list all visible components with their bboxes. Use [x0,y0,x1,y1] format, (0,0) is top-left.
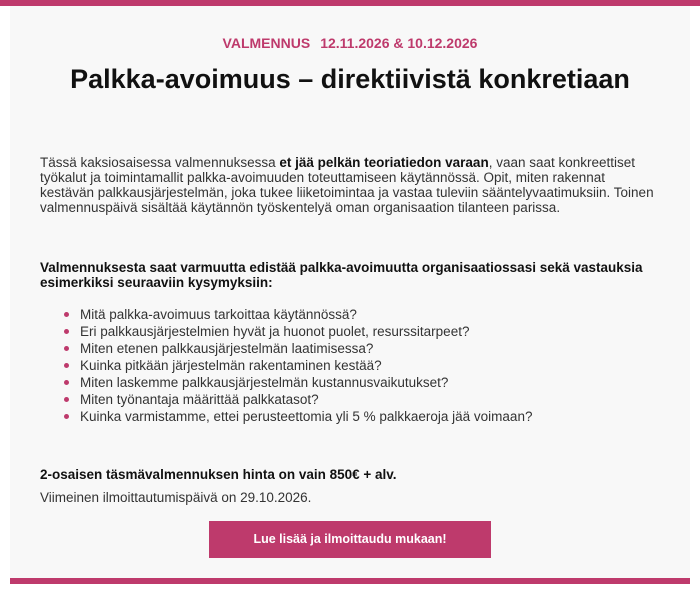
list-item-text: Eri palkkausjärjestelmien hyvät ja huonot puolet, resurssitarpeet? [80,324,470,339]
list-item-text: Kuinka pitkään järjestelmän rakentaminen kestää? [80,358,382,373]
newsletter-card [10,6,690,578]
event-dates: 12.11.2026 & 10.12.2026 [320,35,478,51]
list-item [40,374,660,391]
benefits-heading: Valmennuksesta saat varmuutta edistää palkka-avoimuutta organisaatiossasi sekä vastauksia esimerkiksi seuraaviin kysymyksiin: [40,260,643,290]
bullet-dot-icon [64,346,69,351]
list-item-text: Miten laskemme palkkausjärjestelmän kustannusvaikutukset? [80,375,449,390]
bullet-dot-icon [64,312,69,317]
event-eyebrow [10,34,690,52]
price-text: 2-osaisen täsmävalmennuksen hinta on vain 850€ + alv. [40,467,397,482]
bullet-dot-icon [64,397,69,402]
intro-text-start: Tässä kaksiosaisessa valmennuksessa [40,155,280,170]
list-item [40,408,660,425]
list-item [40,306,660,323]
page-title: Palkka-avoimuus – direktiivistä konkretiaan [70,64,630,94]
list-item [40,391,660,408]
question-list [40,306,660,425]
registration-deadline: Viimeinen ilmoittautumispäivä on 29.10.2026. [40,490,312,505]
intro-text-end: , vaan saat konkreettiset työkalut ja toimintamallit palkka-avoimuuden toteuttamiseen käytännössä. Opit, miten rakennat kestävän palkkausjärjestelmän, joka tukee liiketoimintaa ja vastaa tuleviin sääntelyvaatimuksiin. Toinen valmennuspäivä sisältää käytännön työskentelyä oman organisaation tilanteen parissa. [40,155,654,215]
list-item-text: Miten työnantaja määrittää palkkatasot? [80,392,319,407]
bullet-dot-icon [64,380,69,385]
list-item [40,340,660,357]
list-item [40,323,660,340]
intro-highlight: et jää pelkän teoriatiedon varaan [279,155,489,170]
list-item-text: Miten etenen palkkausjärjestelmän laatimisessa? [80,341,374,356]
event-type-label: VALMENNUS [222,35,311,51]
list-item-text: Mitä palkka-avoimuus tarkoittaa käytännössä? [80,307,357,322]
list-item [40,357,660,374]
register-button[interactable]: Lue lisää ja ilmoittaudu mukaan! [209,521,491,558]
intro-paragraph [40,155,660,215]
list-item-text: Kuinka varmistamme, ettei perusteettomia yli 5 % palkkaeroja jää voimaan? [80,409,533,424]
bullet-dot-icon [64,329,69,334]
bottom-accent-bar [10,578,690,584]
bullet-dot-icon [64,363,69,368]
bullet-dot-icon [64,414,69,419]
